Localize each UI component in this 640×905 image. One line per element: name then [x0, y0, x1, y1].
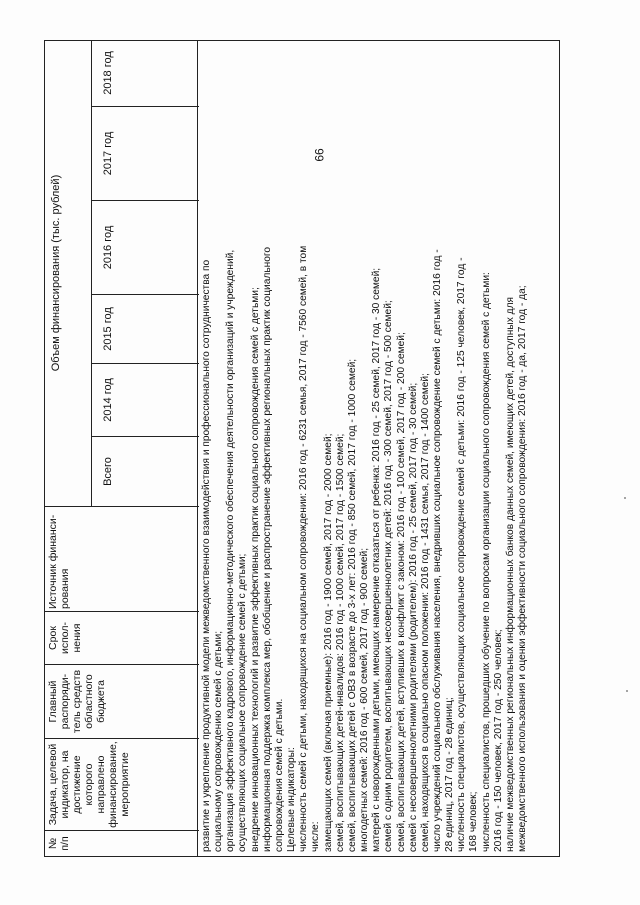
text-line: замещающих семей (включая приемные): 2016 год - 1900 семей, 2017 год - 2000 семей; [322, 433, 334, 852]
col-year-2015-header: 2015 год [92, 294, 199, 363]
col-total-header: Всего [92, 436, 199, 506]
table-body-cell [198, 40, 560, 857]
text-line: многодетных семей: 2016 год - 600 семей, 2017 год - 900 семей; [359, 547, 371, 852]
col-year-2016-header: 2016 год [92, 200, 199, 294]
text-line: развитие и укрепление продуктивной модели межведомственного взаимодействия и профессионального сотрудничества по [201, 259, 212, 852]
text-line: число учреждений социального обслуживания населения, внедривших социальное сопровождение семей с детьми: 2016 год - [431, 249, 443, 852]
text-line: организация эффективного кадрового, информационно-методического обеспечения деятельности организаций и учреждений, [225, 249, 237, 852]
col-year-2018-header: 2018 год [102, 51, 114, 95]
table-header [44, 40, 198, 857]
text-line: сопровождения семей с детьми. [273, 698, 285, 852]
text-line: 2016 год - 150 человек, 2017 год - 250 человек; [492, 629, 504, 852]
text-line: семей с одним родителем, воспитывающих несовершеннолетних детей: 2016 год - 300 семей, 2017 год - 500 семей; [383, 300, 395, 852]
text-line: семей, воспитывающих детей с ОВЗ в возрасте до 3-х лет: 2016 год - 850 семей, 2017 год - 1000 семей; [346, 358, 358, 852]
col-task-header: Задача, целевой индикатор, на достижение которого направлено финансирование, мероприятие [45, 738, 199, 830]
text-line: численность специалистов, осуществляющих социальное сопровождение семей с детьми: 2016 год - 125 человек, 2017 год - [456, 257, 468, 852]
text-line: числе: [310, 821, 322, 852]
text-line: семей, находящихся в социально опасном положении: 2016 год - 1431 семья, 2017 год - 1400 семей; [419, 373, 431, 852]
col-year-2017-header: 2017 год [92, 106, 199, 200]
text-line: семей, воспитывающих детей-инвалидов: 2016 год - 1000 семей, 2017 год - 1500 семей; [334, 433, 346, 852]
text-line: численность семей с детьми, находящихся на социальном сопровождении: 2016 год - 6231 семья, 2017 год - 7560 семей, в том [298, 245, 310, 852]
col-num-header: № п/п [45, 830, 199, 856]
text-line: информационная поддержка комплекса мер, обобщение и распространение эффективных региональных практик социального [261, 246, 273, 852]
text-line: численность специалистов, прошедших обучение по вопросам организации социального сопровождения семей с детьми: [480, 272, 492, 852]
text-line: внедрение инновационных технологий и развитие эффективных практик социального сопровождения семей с детьми; [249, 287, 261, 852]
funding-header: Объем финансирования (тыс. рублей) [45, 40, 92, 506]
text-line: социальному сопровождению семей с детьми; [213, 630, 225, 852]
text-line: семей с несовершеннолетними родителями (родителем): 2016 год - 25 семей, 2017 год - 30 семей; [407, 382, 419, 852]
col-admin-header: Главный распоряди-тель средств областного бюджета [45, 664, 199, 738]
text-line: 28 единиц, 2017 год - 28 единиц; [444, 697, 456, 852]
text-line: осуществляющих социальное сопровождение семей с детьми; [237, 553, 249, 852]
rotated-table [44, 40, 560, 857]
text-line: семей, воспитывающих детей, вступивших в конфликт с законом: 2016 год - 100 семей, 2017 год - 200 семей; [395, 332, 407, 852]
text-line: наличие межведомственных региональных информационных банков данных семей, имеющих детей, доступных для [504, 296, 516, 852]
page-number: 66 [312, 148, 327, 162]
text-line: 168 человек; [468, 791, 480, 852]
text-line: матерей с новорожденными детьми, имеющих намерение отказаться от ребенка: 2016 год - 25 семей, 2017 год - 30 семей; [371, 267, 383, 852]
col-term-header: Срок испол-нения [45, 611, 199, 664]
col-year-2014-header: 2014 год [92, 363, 199, 436]
col-source-header: Источник финанси-рования [45, 506, 199, 611]
text-line: межведомственного использования и оценки эффективности социального сопровождения: 2016 год - да, 2017 год - да; [517, 285, 529, 852]
text-line: Целевые индикаторы: [286, 747, 298, 852]
